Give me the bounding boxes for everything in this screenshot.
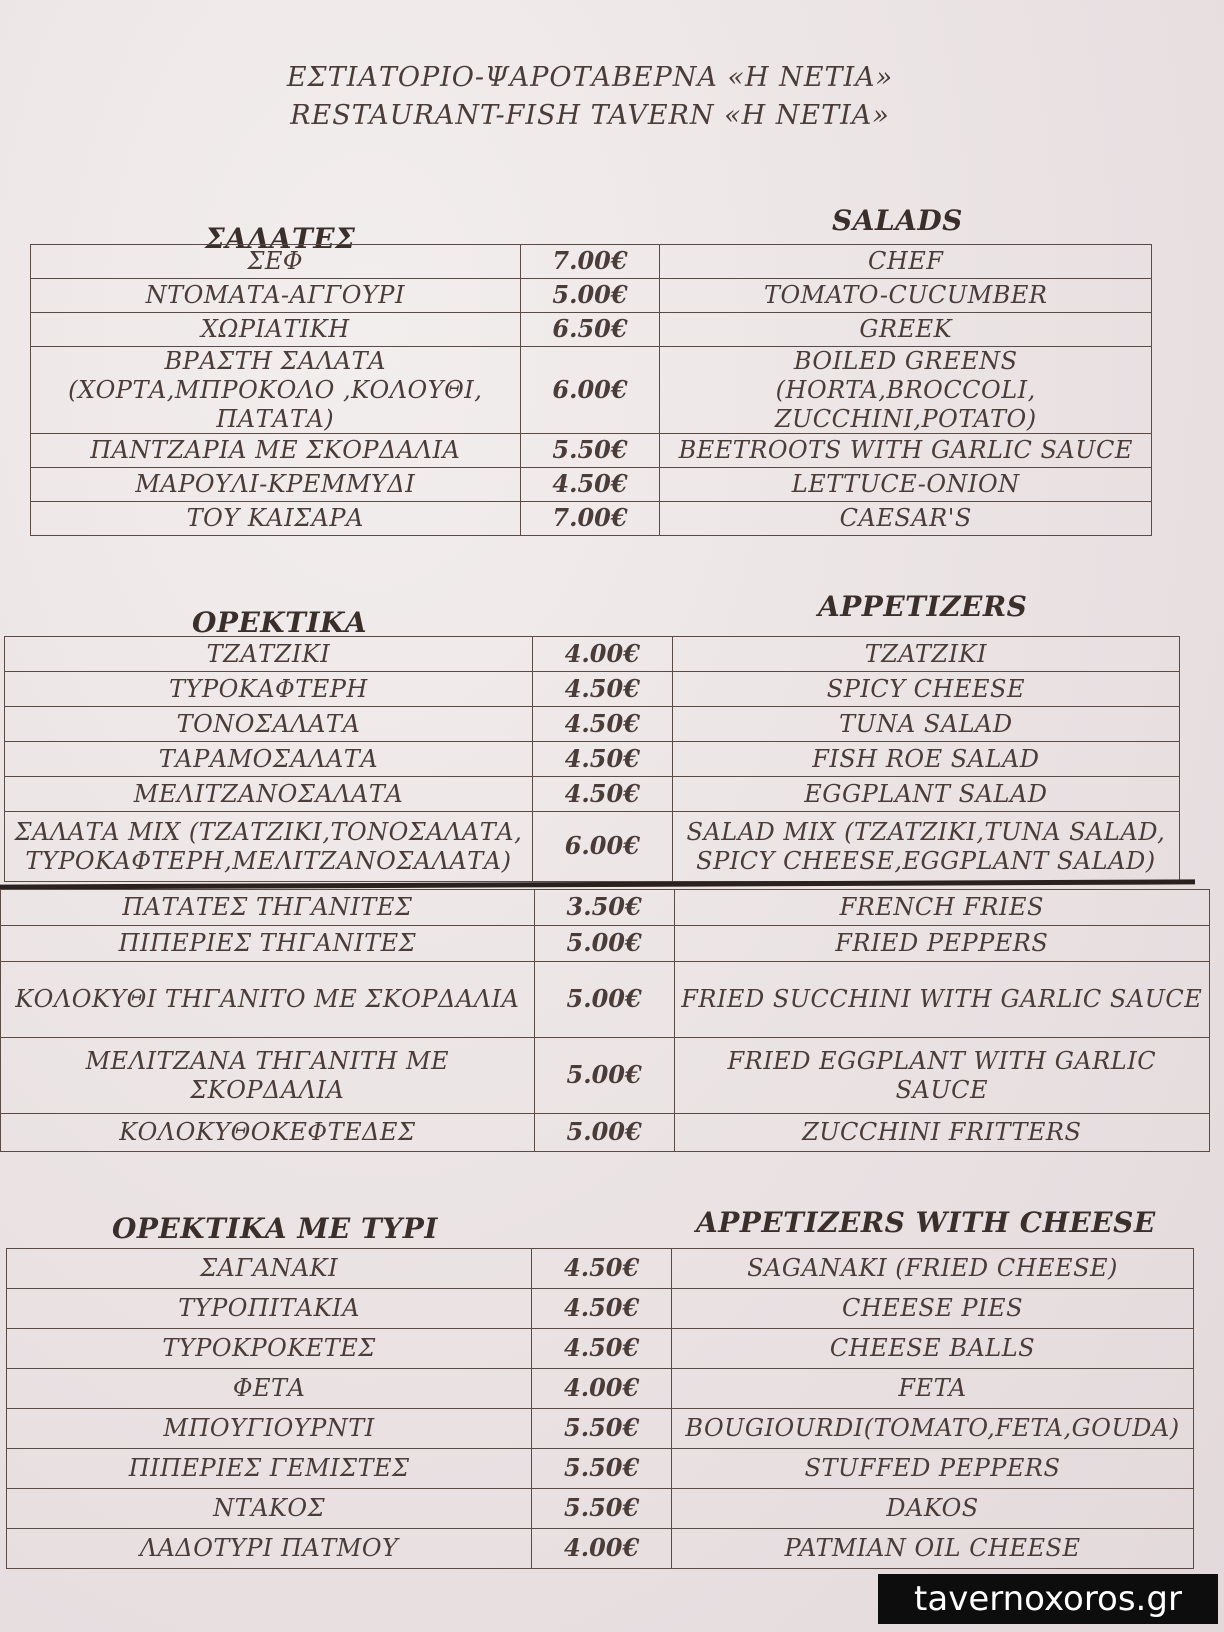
- dish-price: 6.00€: [520, 347, 660, 434]
- dish-name-english: FRIED EGGPLANT WITH GARLIC SAUCE: [674, 1038, 1209, 1114]
- dish-name-greek: ΚΟΛΟΚΥΘΟΚΕΦΤΕΔΕΣ: [1, 1114, 535, 1152]
- menu-item-row: [7, 1249, 1194, 1289]
- dish-name-english: GREEK: [660, 313, 1152, 347]
- dish-name-greek: ΧΩΡΙΑΤΙΚΗ: [31, 313, 521, 347]
- dish-price: 6.50€: [520, 313, 660, 347]
- menu-item-row: [1, 890, 1210, 926]
- dish-price: 4.50€: [532, 707, 672, 742]
- dish-name-english: TZATZIKI: [672, 637, 1179, 672]
- dish-price: 4.00€: [532, 1369, 672, 1409]
- dish-price: 6.00€: [532, 812, 672, 882]
- dish-name-greek: ΠΑΤΑΤΕΣ ΤΗΓΑΝΙΤΕΣ: [1, 890, 535, 926]
- menu-item-row: [1, 1038, 1210, 1114]
- dish-price: 4.50€: [532, 1329, 672, 1369]
- dish-price: 4.50€: [532, 672, 672, 707]
- dish-name-greek: ΜΠΟΥΓΙΟΥΡΝΤΙ: [7, 1409, 532, 1449]
- dish-price: 5.00€: [534, 926, 674, 962]
- dish-name-greek: ΣΕΦ: [31, 245, 521, 279]
- menu-item-row: [31, 279, 1152, 313]
- dish-name-english: FRIED SUCCHINI WITH GARLIC SAUCE: [674, 962, 1209, 1038]
- menu-item-row: [5, 777, 1180, 812]
- cheese-heading-english: APPETIZERS WITH CHEESE: [696, 1206, 1156, 1239]
- dish-name-english: FETA: [672, 1369, 1194, 1409]
- dish-price: 5.00€: [520, 279, 660, 313]
- dish-name-english: TUNA SALAD: [672, 707, 1179, 742]
- dish-name-greek: ΜΕΛΙΤΖΑΝΑ ΤΗΓΑΝΙΤΗ ΜΕ ΣΚΟΡΔΑΛΙΑ: [1, 1038, 535, 1114]
- dish-name-greek: ΝΤΑΚΟΣ: [7, 1489, 532, 1529]
- dish-name-greek: ΠΙΠΕΡΙΕΣ ΤΗΓΑΝΙΤΕΣ: [1, 926, 535, 962]
- dish-name-greek: ΣΑΓΑΝΑΚΙ: [7, 1249, 532, 1289]
- dish-price: 4.50€: [520, 468, 660, 502]
- dish-name-english: CHEESE PIES: [672, 1289, 1194, 1329]
- dish-name-greek: ΤΥΡΟΚΡΟΚΕΤΕΣ: [7, 1329, 532, 1369]
- dish-name-greek: ΚΟΛΟΚΥΘΙ ΤΗΓΑΝΙΤΟ ΜΕ ΣΚΟΡΔΑΛΙΑ: [1, 962, 535, 1038]
- dish-name-english: CHEF: [660, 245, 1152, 279]
- menu-item-row: [7, 1329, 1194, 1369]
- appetizers-heading-english: APPETIZERS: [818, 590, 1028, 623]
- menu-item-row: [1, 962, 1210, 1038]
- dish-name-greek: ΝΤΟΜΑΤΑ-ΑΓΓΟΥΡΙ: [31, 279, 521, 313]
- menu-item-row: [31, 502, 1152, 536]
- dish-price: 4.00€: [532, 637, 672, 672]
- dish-name-english: EGGPLANT SALAD: [672, 777, 1179, 812]
- menu-item-row: [1, 926, 1210, 962]
- dish-name-greek: ΜΕΛΙΤΖΑΝΟΣΑΛΑΤΑ: [5, 777, 533, 812]
- menu-item-row: [5, 637, 1180, 672]
- dish-price: 7.00€: [520, 245, 660, 279]
- dish-name-greek: ΤΥΡΟΠΙΤΑΚΙΑ: [7, 1289, 532, 1329]
- menu-item-row: [1, 1114, 1210, 1152]
- dish-name-english: SPICY CHEESE: [672, 672, 1179, 707]
- dish-name-english: TOMATO-CUCUMBER: [660, 279, 1152, 313]
- dish-price: 5.00€: [534, 1114, 674, 1152]
- dish-price: 5.50€: [532, 1489, 672, 1529]
- dish-name-greek: ΠΑΝΤΖΑΡΙΑ ΜΕ ΣΚΟΡΔΑΛΙΑ: [31, 434, 521, 468]
- dish-name-greek: ΤΖΑΤΖΙΚΙ: [5, 637, 533, 672]
- dish-name-greek: ΣΑΛΑΤΑ MIX (ΤΖΑΤΖΙΚΙ,ΤΟΝΟΣΑΛΑΤΑ, ΤΥΡΟΚΑΦΤΕΡΗ,ΜΕΛΙΤΖΑΝΟΣΑΛΑΤΑ): [5, 812, 533, 882]
- salads-heading-greek: ΣΑΛΑΤΕΣ: [205, 222, 356, 255]
- dish-price: 5.00€: [534, 962, 674, 1038]
- site-watermark: tavernoxoros.gr: [878, 1574, 1218, 1624]
- cheese-heading-greek: ΟΡΕΚΤΙΚΑ ΜΕ ΤΥΡΙ: [112, 1212, 438, 1245]
- dish-name-english: PATMIAN OIL CHEESE: [672, 1529, 1194, 1569]
- dish-name-greek: ΦΕΤΑ: [7, 1369, 532, 1409]
- menu-item-row: [7, 1289, 1194, 1329]
- menu-item-row: [31, 468, 1152, 502]
- dish-name-greek: ΠΙΠΕΡΙΕΣ ΓΕΜΙΣΤΕΣ: [7, 1449, 532, 1489]
- dish-name-english: DAKOS: [672, 1489, 1194, 1529]
- menu-item-row: [5, 742, 1180, 777]
- dish-name-english: BOUGIOURDI(TOMATO,FETA,GOUDA): [672, 1409, 1194, 1449]
- dish-price: 4.00€: [532, 1529, 672, 1569]
- dish-name-english: FISH ROE SALAD: [672, 742, 1179, 777]
- dish-name-english: FRENCH FRIES: [674, 890, 1209, 926]
- dish-name-greek: ΤΑΡΑΜΟΣΑΛΑΤΑ: [5, 742, 533, 777]
- menu-item-row: [5, 812, 1180, 882]
- dish-name-greek: ΛΑΔΟΤΥΡΙ ΠΑΤΜΟΥ: [7, 1529, 532, 1569]
- menu-item-row: [5, 672, 1180, 707]
- menu-item-row: [7, 1409, 1194, 1449]
- restaurant-title-greek: ΕΣΤΙΑΤΟΡΙΟ-ΨΑΡΟΤΑΒΕΡΝΑ «Η ΝΕΤΙΑ»: [286, 62, 894, 93]
- dish-name-english: BEETROOTS WITH GARLIC SAUCE: [660, 434, 1152, 468]
- dish-price: 4.50€: [532, 742, 672, 777]
- appetizers-table: [4, 636, 1180, 882]
- menu-item-row: [31, 313, 1152, 347]
- menu-item-row: [7, 1489, 1194, 1529]
- dish-name-english: SAGANAKI (FRIED CHEESE): [672, 1249, 1194, 1289]
- menu-item-row: [7, 1369, 1194, 1409]
- salads-heading-english: SALADS: [832, 204, 963, 237]
- dish-name-greek: ΤΟΝΟΣΑΛΑΤΑ: [5, 707, 533, 742]
- dish-name-english: ZUCCHINI FRITTERS: [674, 1114, 1209, 1152]
- dish-price: 4.50€: [532, 777, 672, 812]
- dish-name-english: SALAD MIX (TZATZIKI,TUNA SALAD, SPICY CHEESE,EGGPLANT SALAD): [672, 812, 1179, 882]
- restaurant-title-english: RESTAURANT-FISH TAVERN «Η ΝΕΤΙΑ»: [290, 100, 890, 131]
- menu-item-row: [5, 707, 1180, 742]
- fried-appetizers-table: [0, 889, 1210, 1152]
- dish-name-greek: ΤΟΥ ΚΑΙΣΑΡΑ: [31, 502, 521, 536]
- menu-item-row: [7, 1529, 1194, 1569]
- dish-price: 4.50€: [532, 1289, 672, 1329]
- dish-price: 5.00€: [534, 1038, 674, 1114]
- dish-name-english: FRIED PEPPERS: [674, 926, 1209, 962]
- menu-item-row: [31, 245, 1152, 279]
- dish-price: 5.50€: [532, 1409, 672, 1449]
- cheese-appetizers-table: [6, 1248, 1194, 1569]
- dish-name-english: CAESAR'S: [660, 502, 1152, 536]
- dish-price: 7.00€: [520, 502, 660, 536]
- dish-name-english: LETTUCE-ONION: [660, 468, 1152, 502]
- dish-price: 4.50€: [532, 1249, 672, 1289]
- dish-name-english: CHEESE BALLS: [672, 1329, 1194, 1369]
- dish-price: 5.50€: [520, 434, 660, 468]
- dish-name-greek: ΤΥΡΟΚΑΦΤΕΡΗ: [5, 672, 533, 707]
- dish-price: 5.50€: [532, 1449, 672, 1489]
- menu-item-row: [7, 1449, 1194, 1489]
- dish-price: 3.50€: [534, 890, 674, 926]
- salads-table: [30, 244, 1152, 536]
- dish-name-greek: ΒΡΑΣΤΗ ΣΑΛΑΤΑ (ΧΟΡΤΑ,ΜΠΡΟΚΟΛΟ ,ΚΟΛΟΥΘΙ, ΠΑΤΑΤΑ): [31, 347, 521, 434]
- menu-item-row: [31, 347, 1152, 434]
- dish-name-english: BOILED GREENS (HORTA,BROCCOLI, ZUCCHINI,POTATO): [660, 347, 1152, 434]
- menu-item-row: [31, 434, 1152, 468]
- appetizers-heading-greek: ΟΡΕΚΤΙΚΑ: [192, 606, 368, 639]
- dish-name-english: STUFFED PEPPERS: [672, 1449, 1194, 1489]
- dish-name-greek: ΜΑΡΟΥΛΙ-ΚΡΕΜΜΥΔΙ: [31, 468, 521, 502]
